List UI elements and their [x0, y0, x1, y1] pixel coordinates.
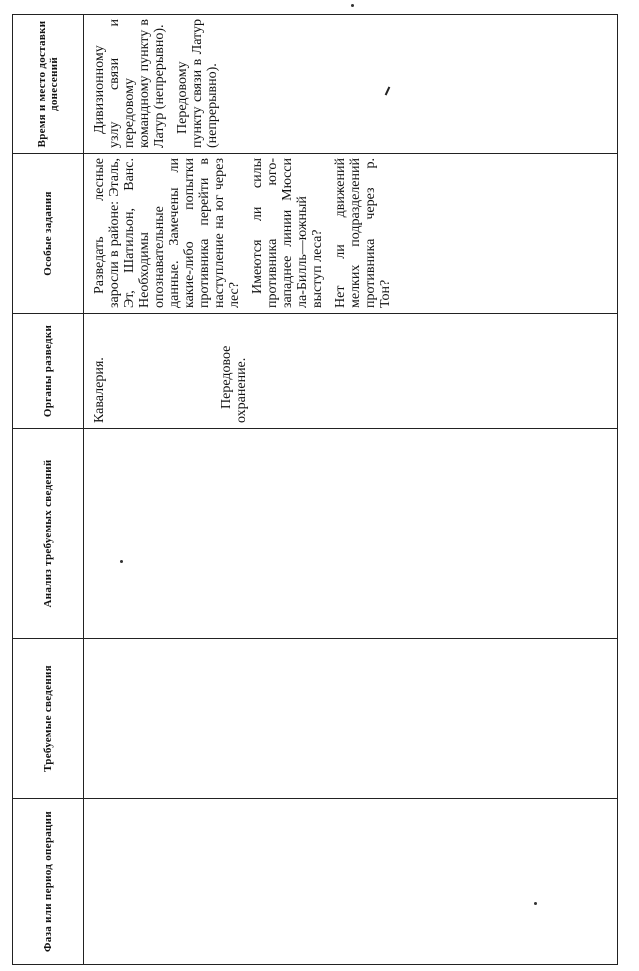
header-required-info: Требуемые сведения	[13, 639, 84, 799]
cell-recon-organs	[84, 314, 618, 429]
table-row	[84, 15, 618, 965]
cell-special-tasks	[84, 154, 618, 314]
header-recon-organs: Органы разведки	[13, 314, 84, 429]
cell-delivery	[84, 15, 618, 154]
organs-outpost: Передовое охранение.	[219, 345, 249, 423]
operations-table	[12, 14, 618, 965]
task-forest-recon: Разведать лесные заросли в районе: Эталь, Эт, Шатильон, Ванс. Необходимы опознавательные данные. Замечены ли какие-либо попытки противника перейти в наступление на юг через лес?	[92, 158, 242, 308]
delivery-forward: Передовому пункту связи в Латур (непрерывно).	[175, 19, 220, 148]
cell-required-info	[84, 639, 618, 799]
scan-dot	[120, 560, 123, 563]
table-header-row	[13, 15, 84, 965]
scan-dot	[351, 4, 354, 7]
task-enemy-forces: Имеются ли силы противника юго-западнее линии Мюсси ла-Билль—южный выступ леса?	[250, 158, 325, 308]
task-river-crossing: Нет ли движений мелких подразделений противника через р. Тон?	[333, 158, 393, 308]
organs-cavalry: Кавалерия.	[92, 357, 107, 423]
header-delivery: Время и место доставки донесений	[13, 15, 84, 154]
header-special-tasks: Особые задания	[13, 154, 84, 314]
header-phase: Фаза или период операции	[13, 799, 84, 965]
cell-phase	[84, 799, 618, 965]
cell-analysis	[84, 429, 618, 639]
scan-dot	[534, 902, 537, 905]
header-analysis: Анализ требуемых сведений	[13, 429, 84, 639]
delivery-division: Дивизионному узлу связи и передовому командному пункту в Латур (непрерывно).	[92, 19, 167, 148]
